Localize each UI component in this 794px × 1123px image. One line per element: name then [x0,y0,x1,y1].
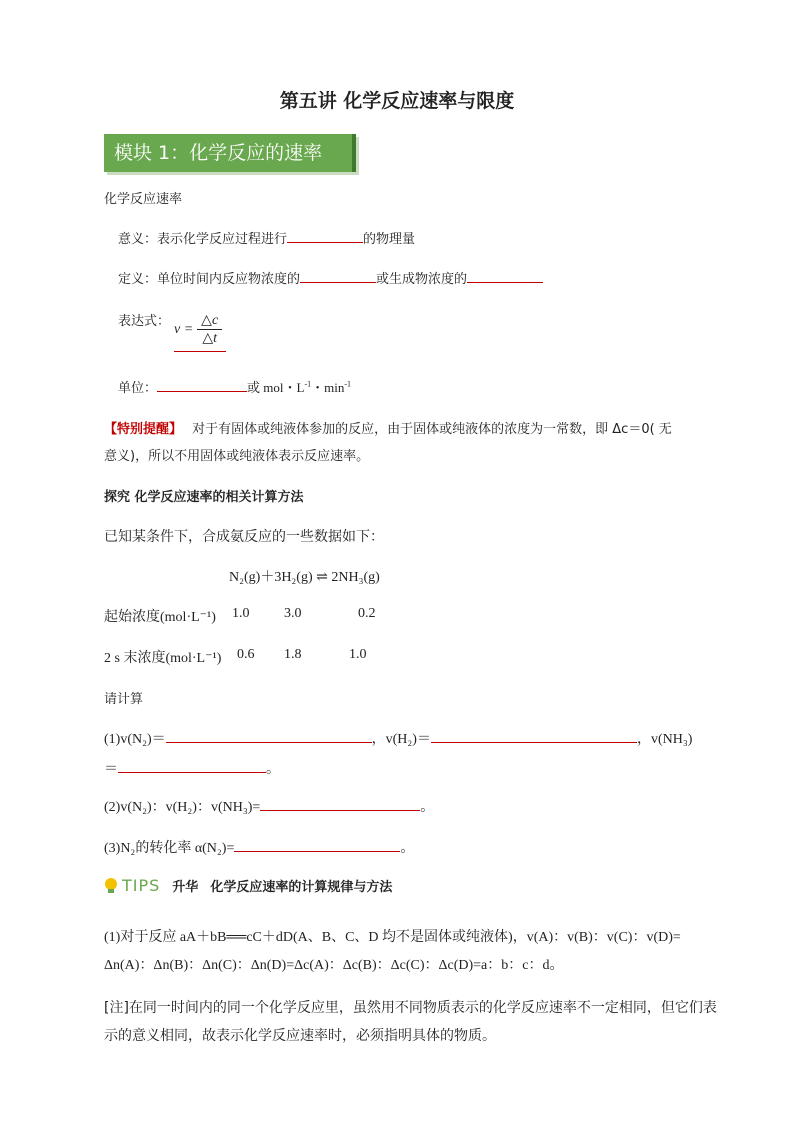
table-row-2-n2: 0.6 [237,647,255,662]
q1-period: 。 [266,762,280,777]
q1-v-nh3-label: ，v(NH₃) [636,732,693,747]
calc-prompt: 请计算 [104,692,144,707]
tips-word: TIPS [122,876,161,895]
meaning-suffix: 的物理量 [363,232,416,247]
rule-1-line-1: (1)对于反应 aA＋bB══cC＋dD(A、B、C、D 均不是固体或纯液体)，v(A)：v(B)：v(C)：v(D)= [104,930,681,945]
note-line-2: 意义)，所以不用固体或纯液体表示反应速率。 [104,449,370,464]
q2-blank[interactable] [260,796,420,811]
unit-exp-1: -1 [304,379,312,389]
q1-blank-h2[interactable] [431,728,637,743]
unit-label: 单位： [118,381,158,396]
reaction-equation: N₂(g)＋3H₂(g) ⇌ 2NH₃(g) [229,570,380,585]
q3-blank[interactable] [234,837,400,852]
fraction-denominator: △t [202,331,217,346]
table-row-1-n2: 1.0 [232,606,250,621]
section-heading: 化学反应速率 [104,192,183,207]
unit-blank[interactable] [157,377,247,392]
rule-1-line-2: Δn(A)：Δn(B)：Δn(C)：Δn(D)=Δc(A)：Δc(B)：Δc(C)：Δc(D)=a：b：c：d。 [104,958,564,973]
table-row-2-label: 2 s 末浓度(mol·L⁻¹) [104,651,222,666]
tips-title: 化学反应速率的计算规律与方法 [210,880,393,895]
q1-v-n2-label: (1)v(N₂)＝ [104,732,166,747]
note-tag: 【特别提醒】 [104,422,183,437]
tips-header [104,876,392,895]
question-2 [104,796,434,816]
module-banner: 模块 1：化学反应的速率 [104,134,356,172]
fraction-numerator: △c [197,312,222,330]
meaning-prefix: 意义：表示化学反应过程进行 [118,232,288,247]
definition-line [118,268,543,287]
unit-exp-2: -1 [344,379,352,389]
table-row-2-nh3: 1.0 [349,647,367,662]
table-row-2-h2: 1.8 [284,647,302,662]
note-2-line-1: [注]在同一时间内的同一个化学反应里，虽然用不同物质表示的化学反应速率不一定相同，但它们表 [104,1000,717,1016]
explore-heading: 探究 化学反应速率的相关计算方法 [104,490,304,505]
table-row-1-label: 起始浓度(mol·L⁻¹) [104,610,216,625]
note-line-1 [104,418,672,437]
q3-label: (3)N₂的转化率 α(N₂)= [104,841,235,856]
table-row-1-nh3: 0.2 [358,606,376,621]
q2-label: (2)v(N₂)：v(H₂)：v(NH₃)= [104,800,261,815]
note-2-line-2: 示的意义相同，故表示化学反应速率时，必须指明具体的物质。 [104,1028,496,1044]
q1-blank-n2[interactable] [166,728,372,743]
q1-v-h2-label: ，v(H₂)＝ [371,732,431,747]
q2-period: 。 [420,800,435,815]
definition-middle: 或生成物浓度的 [376,272,468,287]
lightbulb-icon [104,878,118,894]
unit-or: 或 mol・L [247,380,305,395]
page-title: 第五讲 化学反应速率与限度 [279,90,515,112]
question-1-line-2 [104,758,280,778]
definition-blank-2[interactable] [467,268,543,283]
definition-blank-1[interactable] [300,268,376,283]
expression-formula [174,312,226,352]
definition-prefix: 定义：单位时间内反应物浓度的 [118,272,301,287]
note-text-1: 对于有固体或纯液体参加的反应，由于固体或纯液体的浓度为一常数，即 Δc＝0( 无 [192,422,672,437]
expression-label: 表达式： [118,314,171,329]
meaning-line [118,228,415,247]
expression-fraction [197,312,222,347]
tips-badge [104,876,160,895]
given-text: 已知某条件下，合成氨反应的一些数据如下： [104,529,384,545]
expression-lhs: v = [174,321,194,337]
unit-line [118,377,351,396]
table-row-1-h2: 3.0 [284,606,302,621]
question-3 [104,837,414,857]
q3-period: 。 [400,841,415,856]
unit-min: ・min [311,380,345,395]
meaning-blank[interactable] [287,228,363,243]
question-1-line-1 [104,728,692,748]
q1-equals: ＝ [104,762,118,777]
tips-label: 升华 [172,880,199,895]
q1-blank-nh3[interactable] [118,758,266,773]
